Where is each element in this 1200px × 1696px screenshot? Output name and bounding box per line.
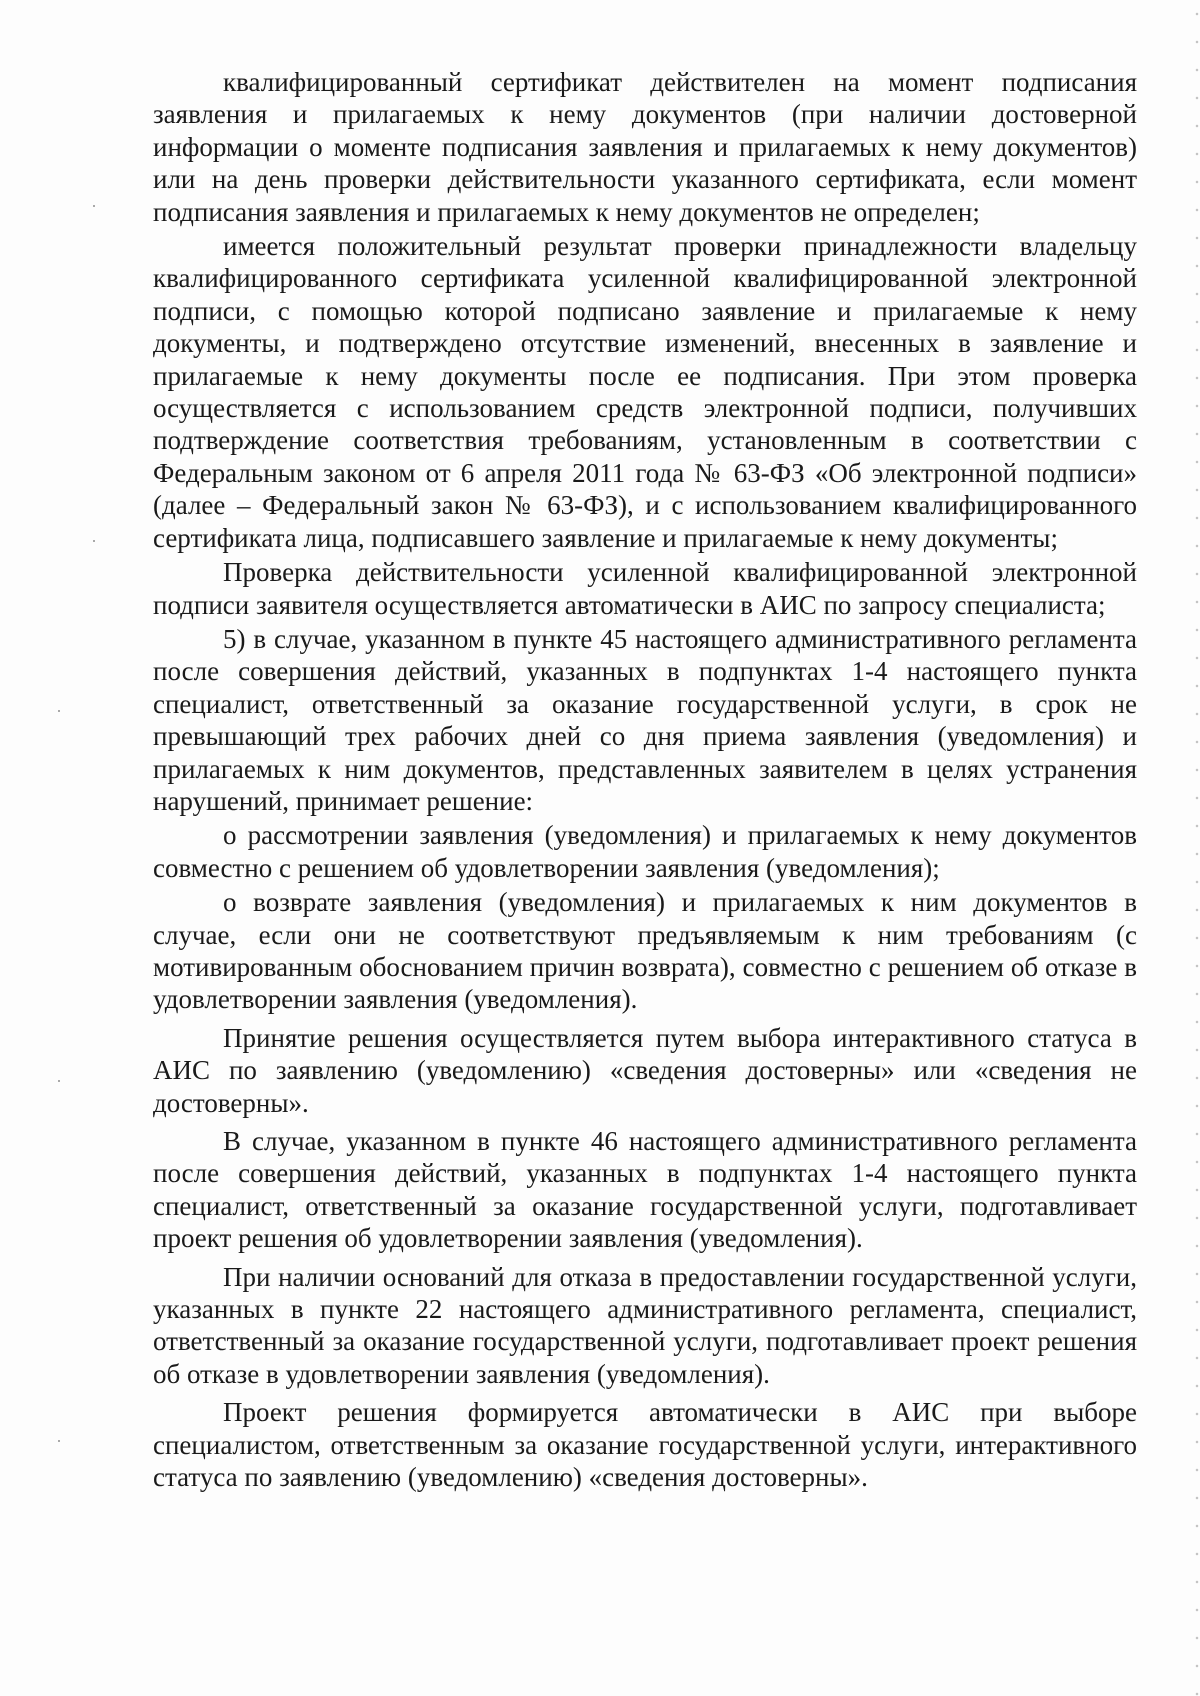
paragraph: имеется положительный результат проверки принадлежности владельцу квалифицированного сертификата усиленной квалифицированной электронной подписи, с помощью которой подписано заявление и прилагаемые к нему документы, и подтверждено отсутствие изменений, внесенных в заявление и прилагаемые к нему документы после ее подписания. При этом проверка осуществляется с использованием средств электронной подписи, получивших подтверждение соответствия требованиям, установленным в соответствии с Федеральным законом от 6 апреля 2011 года № 63-ФЗ «Об электронной подписи» (далее – Федеральный закон № 63-ФЗ), и с использованием квалифицированного сертификата лица, подписавшего заявление и прилагаемые к нему документы; bbox=[153, 231, 1137, 553]
paragraph: Проект решения формируется автоматически в АИС при выборе специалистом, ответственным за оказание государственной услуги, интерактивного статуса по заявлению (уведомлению) «сведения достоверны». bbox=[153, 1397, 1137, 1493]
paragraph: При наличии оснований для отказа в предоставлении государственной услуги, указанных в пункте 22 настоящего административного регламента, специалист, ответственный за оказание государственной услуги, подготавливает проект решения об отказе в удовлетворении заявления (уведомления). bbox=[153, 1261, 1137, 1389]
paragraph: о возврате заявления (уведомления) и прилагаемых к ним документов в случае, если они не соответствуют предъявляемым к ним требованиям (с мотивированным обоснованием причин возврата), совместно с решением об отказе в удовлетворении заявления (уведомления). bbox=[153, 887, 1137, 1015]
paragraph: о рассмотрении заявления (уведомления) и прилагаемых к нему документов совместно с решением об удовлетворении заявления (уведомления); bbox=[153, 820, 1137, 883]
scan-speck bbox=[58, 1080, 60, 1082]
scan-speck bbox=[58, 710, 60, 712]
paragraph: 5) в случае, указанном в пункте 45 настоящего административного регламента после совершения действий, указанных в подпунктах 1-4 настоящего пункта специалист, ответственный за оказание государственной услуги, в срок не превышающий трех рабочих дней со дня приема заявления (уведомления) и прилагаемых к ним документов, представленных заявителем в целях устранения нарушений, принимает решение: bbox=[153, 623, 1137, 816]
scan-speck bbox=[93, 540, 95, 542]
scan-speck bbox=[93, 205, 95, 207]
paragraph: Проверка действительности усиленной квалифицированной электронной подписи заявителя осуществляется автоматически в АИС по запросу специалиста; bbox=[153, 557, 1137, 620]
scan-edge-dots bbox=[1174, 0, 1200, 1696]
paragraph: квалифицированный сертификат действителен на момент подписания заявления и прилагаемых к нему документов (при наличии достоверной информации о моменте подписания заявления и прилагаемых к нему документов) или на день проверки действительности указанного сертификата, если момент подписания заявления и прилагаемых к нему документов не определен; bbox=[153, 67, 1137, 227]
scan-speck bbox=[58, 1440, 60, 1442]
paragraph: Принятие решения осуществляется путем выбора интерактивного статуса в АИС по заявлению (уведомлению) «сведения достоверны» или «сведения не достоверны». bbox=[153, 1022, 1137, 1118]
document-body bbox=[153, 66, 1137, 1493]
paragraph: В случае, указанном в пункте 46 настоящего административного регламента после совершения действий, указанных в подпунктах 1-4 настоящего пункта специалист, ответственный за оказание государственной услуги, подготавливает проект решения об удовлетворении заявления (уведомления). bbox=[153, 1126, 1137, 1254]
